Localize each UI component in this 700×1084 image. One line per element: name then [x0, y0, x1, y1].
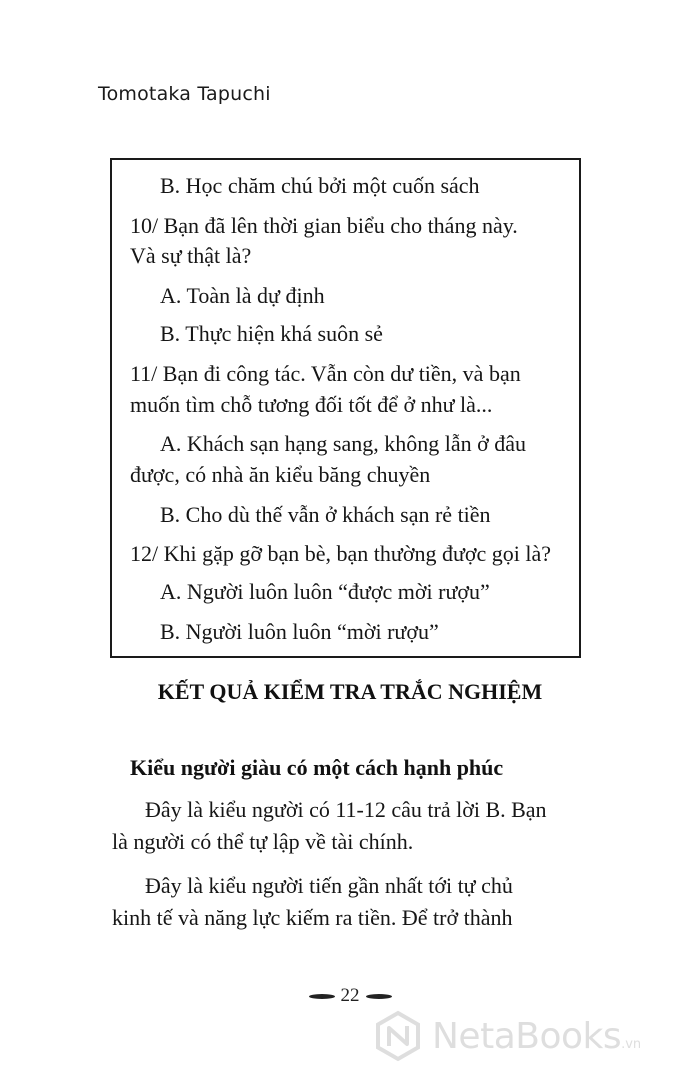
quiz-question-12: 12/ Khi gặp gỡ bạn bè, bạn thường được gọi là? [130, 541, 552, 566]
quiz-option-10a: A. Toàn là dự định [160, 283, 325, 308]
body-paragraph-2-line-2: kinh tế và năng lực kiếm ra tiền. Để trở thành [112, 905, 513, 930]
quiz-question-11: 11/ Bạn đi công tác. Vẫn còn dư tiền, và bạn [130, 361, 521, 386]
quiz-option-12b: B. Người luôn luôn “mời rượu” [160, 619, 439, 644]
page-number-value: 22 [340, 985, 360, 1006]
body-paragraph-1-line-1: Đây là kiểu người có 11-12 câu trả lời B. Bạn [145, 797, 547, 822]
quiz-option-11a: A. Khách sạn hạng sang, không lẫn ở đâu [160, 431, 526, 456]
watermark [372, 1008, 641, 1064]
watermark-suffix: .vn [621, 1037, 642, 1052]
body-paragraph-1-line-2: là người có thể tự lập về tài chính. [112, 829, 414, 854]
author-name: Tomotaka Tapuchi [98, 83, 271, 105]
watermark-brand: NetaBooks [432, 1015, 622, 1057]
body-paragraph-2-line-1: Đây là kiểu người tiến gần nhất tới tự chủ [145, 873, 513, 898]
results-heading: KẾT QUẢ KIỂM TRA TRẮC NGHIỆM [157, 679, 543, 704]
quiz-option-11a-cont: được, có nhà ăn kiểu băng chuyền [130, 462, 431, 487]
quiz-option-11b: B. Cho dù thế vẫn ở khách sạn rẻ tiền [160, 502, 491, 527]
quiz-question-10: 10/ Bạn đã lên thời gian biểu cho tháng này. [130, 213, 518, 238]
quiz-box [110, 158, 581, 658]
ornament-right-icon [366, 994, 392, 999]
netabooks-logo-icon [372, 1010, 424, 1062]
quiz-option-9b: B. Học chăm chú bởi một cuốn sách [160, 173, 480, 198]
quiz-question-10-cont: Và sự thật là? [130, 243, 252, 268]
results-subheading: Kiểu người giàu có một cách hạnh phúc [130, 755, 504, 780]
page-number [0, 985, 700, 1007]
quiz-option-12a: A. Người luôn luôn “được mời rượu” [160, 579, 490, 604]
ornament-left-icon [309, 994, 335, 999]
quiz-option-10b: B. Thực hiện khá suôn sẻ [160, 321, 383, 346]
quiz-question-11-cont: muốn tìm chỗ tương đối tốt để ở như là... [130, 392, 493, 417]
